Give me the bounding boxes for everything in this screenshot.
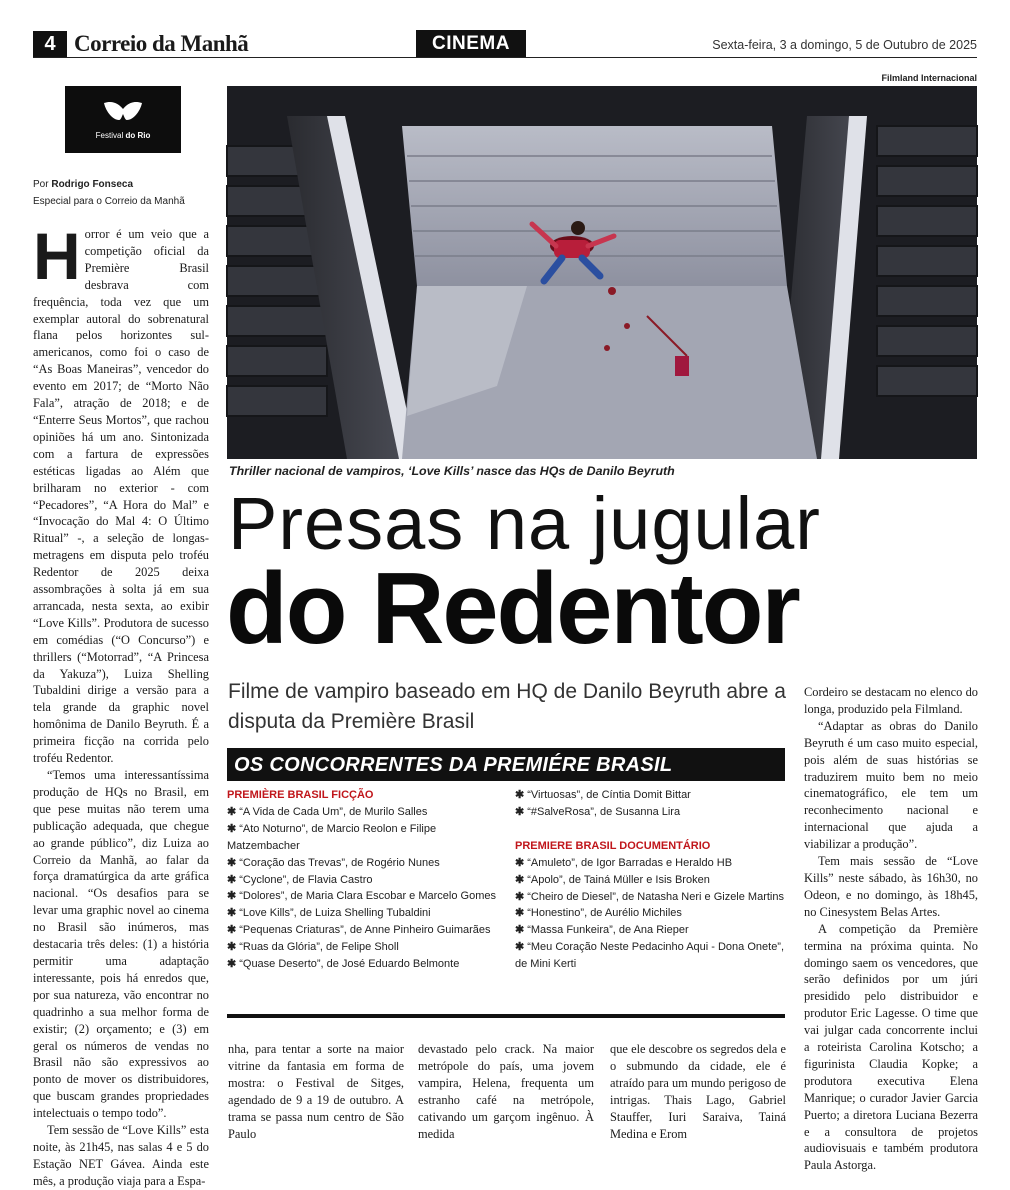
fiction-items	[227, 804, 497, 973]
vampire-staircase-image	[227, 86, 977, 459]
issue-date: Sexta-feira, 3 a domingo, 5 de Outubro de 2025	[712, 38, 977, 52]
article-paragraph: A competição da Première termina na próxima quinta. No domingo saem os vencedores, que serão definidos por um júri presidido pelo distribuidor e produtor Eric Lagesse. O time que vai julgar cada concorrente inclui a roteirista Carolina Kotscho; a figurinista Claudia Kopke; a produtora executiva Elena Manrique; o curador Javier Garcia Puerto; a diretora Luciana Bezerra e a consultora de projetos audiovisuais e também produtora Paula Astorga.	[804, 921, 978, 1173]
list-item	[515, 905, 785, 922]
asterisk-icon: ✱	[227, 924, 237, 937]
article-paragraph: “Temos uma interessantíssima produção de HQs no Brasil, em que pese muitas não terem uma publicação adequada, que chegue ao grande público”, diz Luiza ao Correio da Manhã, ao falar da força dramatúrgica da arte gráfica nacional. “Os desafios para se levar uma graphic novel ao cinema no Brasil são inúmeros, mas destacaria três deles: (1) a história permitir uma adaptação interessante, pois há enredos que, por sua natureza, vão encontrar no quadrinho a sua melhor forma de existir; (2) orçamento; e (3) em geral os números de vendas no Brasil não são expressivos ao ponto de mover os distribuidores, que buscam grandes propriedades intelectuais o tempo todo”.	[33, 768, 209, 1121]
article-paragraph: Tem mais sessão de “Love Kills” neste sábado, às 16h30, no Odeon, e no domingo, às 18h45, no Cinesystem Belas Artes.	[804, 854, 978, 919]
asterisk-icon: ✱	[515, 805, 525, 818]
list-item	[227, 939, 497, 956]
photo-credit: Filmland Internacional	[881, 73, 977, 83]
header-rule	[33, 57, 977, 58]
list-item	[227, 872, 497, 889]
list-item-text: “Massa Funkeira”, de Ana Rieper	[527, 924, 689, 937]
article-paragraph: “Adaptar as obras do Danilo Beyruth é um caso muito especial, pois além de suas histórias se traduzirem muito bem no meio cinematográfico, ele tem um reconhecimento nacional e internacional que ajuda a viabilizar a produção”.	[804, 718, 978, 852]
asterisk-icon: ✱	[227, 941, 237, 954]
article-column-bottom-3: que ele descobre os segredos dela e o submundo da cidade, ele é atraído para um mundo perigoso de intrigas. Thais Lago, Gabriel Stauffer, Iuri Saraiva, Tainá Medina e Erom	[610, 1042, 786, 1141]
list-item	[515, 872, 785, 889]
article-column-bottom-1: nha, para tentar a sorte na maior vitrine da fantasia em forma de mostra: o Festival de Sitges, agendado de 9 a 19 de outubro. A trama se passa num centro de São Paulo	[228, 1042, 404, 1141]
list-item	[227, 888, 497, 905]
asterisk-icon: ✱	[227, 822, 237, 835]
article-paragraph: Horror é um veio que a competição oficial da Première Brasil desbrava com frequência, toda vez que um exemplar autoral do sobrenatural flana pelos horizontes sul-americanos, como foi o caso de “As Boas Maneiras”, vencedor do evento em 2017; de “Morto Não Fala”, atração de 2018; e de “Enterre Seus Mortos”, que rachou opiniões há um ano. Sintonizada com a fartura de expressões estéticas ligadas ao Além que brilharam no exterior - com “Pecadores”, “A Hora do Mal” e “Invocação do Mal 4: O Último Ritual” -, a seleção de longas-metragens em disputa pelo troféu Redentor de 2025 deixa assombrações à solta já em sua arrancada, nesta sexta, ao exibir “Love Kills”. Produtora de sucesso em comédias (“O Concurso”) e thrillers (“Motorrad”, “A Princesa da Yakuza”), Luiza Shelling Tubaldini dirige a versão para a tela grande da graphic novel homônima de Danilo Beyruth. É a primeira ficção na corrida pelo troféu Redentor.	[33, 219, 209, 766]
article-paragraph: Cordeiro se destacam no elenco do longa, produzido pela Filmland.	[804, 685, 978, 716]
drop-cap: H	[33, 219, 79, 293]
list-item	[515, 939, 785, 973]
fiction-heading: PREMIÈRE BRASIL FICÇÃO	[227, 789, 374, 801]
asterisk-icon: ✱	[515, 924, 525, 937]
list-item-text: “Virtuosas”, de Cíntia Domit Bittar	[527, 789, 691, 801]
list-item-text: “Dolores”, de Maria Clara Escobar e Marcelo Gomes	[239, 890, 496, 903]
photo-caption: Thriller nacional de vampiros, ‘Love Kills’ nasce das HQs de Danilo Beyruth	[229, 464, 675, 478]
list-item-text: “Apolo”, de Tainá Müller e Isis Broken	[527, 873, 710, 886]
list-item	[515, 889, 785, 906]
asterisk-icon: ✱	[515, 907, 525, 920]
list-item	[227, 855, 497, 872]
list-item-text: “Coração das Trevas”, de Rogério Nunes	[239, 856, 440, 869]
list-item-text: “Quase Deserto”, de José Eduardo Belmonte	[239, 958, 460, 971]
festival-do-rio-logo	[65, 86, 181, 153]
page-number: 4	[33, 31, 67, 57]
list-item	[227, 821, 497, 855]
list-item	[227, 905, 497, 922]
headline-line-2: do Redentor	[226, 553, 799, 665]
logo-festival-text: Festival	[95, 131, 124, 140]
list-item-text: “#SalveRosa”, de Susanna Lira	[527, 805, 681, 818]
film-still-photo	[227, 86, 977, 459]
butterfly-mask-icon	[103, 100, 143, 124]
list-item	[227, 956, 497, 973]
documentary-list	[515, 787, 785, 973]
list-item	[227, 922, 497, 939]
list-item	[515, 787, 785, 804]
asterisk-icon: ✱	[515, 890, 525, 903]
asterisk-icon: ✱	[227, 873, 237, 886]
list-item-text: “A Vida de Cada Um”, de Murilo Salles	[239, 805, 428, 818]
list-item	[227, 804, 497, 821]
asterisk-icon: ✱	[227, 856, 237, 869]
byline-role: Especial para o Correio da Manhã	[33, 196, 185, 207]
list-item	[515, 855, 785, 872]
subheadline: Filme de vampiro baseado em HQ de Danilo Beyruth abre a disputa da Première Brasil	[228, 680, 786, 733]
author-name: Rodrigo Fonseca	[51, 179, 134, 190]
box-bottom-rule	[227, 1014, 785, 1018]
fiction-list	[227, 787, 497, 973]
asterisk-icon: ✱	[515, 941, 525, 954]
byline-author	[33, 179, 133, 190]
byline-prefix: Por	[33, 179, 49, 190]
list-item-text: “Ruas da Glória”, de Felipe Sholl	[239, 941, 399, 954]
logo-dorio-text: do Rio	[125, 131, 151, 140]
list-item-text: “Cheiro de Diesel”, de Natasha Neri e Gizele Martins	[527, 890, 784, 903]
list-item-text: “Pequenas Criaturas”, de Anne Pinheiro Guimarães	[239, 924, 491, 937]
section-label: CINEMA	[416, 30, 526, 58]
list-item-text: “Honestino”, de Aurélio Michiles	[527, 907, 682, 920]
asterisk-icon: ✱	[227, 958, 237, 971]
asterisk-icon: ✱	[515, 856, 525, 869]
fiction-items-continued	[515, 787, 785, 821]
asterisk-icon: ✱	[227, 890, 237, 903]
asterisk-icon: ✱	[227, 805, 237, 818]
article-paragraph: Tem sessão de “Love Kills” esta noite, às 21h45, nas salas 4 e 5 do Estação NET Gávea. Ainda este mês, a produção viaja para a Espa-	[33, 1123, 209, 1188]
documentary-heading: PREMIERE BRASIL DOCUMENTÁRIO	[515, 839, 711, 852]
asterisk-icon: ✱	[515, 873, 525, 886]
article-column-right	[804, 684, 978, 1173]
list-item	[515, 922, 785, 939]
headline-line-1: Presas na jugular	[228, 482, 821, 565]
asterisk-icon: ✱	[515, 789, 525, 801]
list-item-text: “Ato Noturno”, de Marcio Reolon e Filipe Matzembacher	[227, 822, 437, 852]
list-item	[515, 804, 785, 821]
list-item-text: “Love Kills”, de Luiza Shelling Tubaldini	[239, 907, 431, 920]
article-column-bottom-2: devastado pelo crack. Na maior metrópole do país, uma jovem vampira, Helena, frequenta um estranho café na metrópole, cativando um garçom ingênuo. À medida	[418, 1042, 594, 1141]
newspaper-name: Correio da Manhã	[74, 31, 249, 56]
list-item-text: “Amuleto”, de Igor Barradas e Heraldo HB	[527, 856, 733, 869]
asterisk-icon: ✱	[227, 907, 237, 920]
competitors-box-title: OS CONCORRENTES DA PREMIÉRE BRASIL	[234, 754, 673, 776]
article-column-left	[33, 219, 209, 1188]
list-item-text: “Meu Coração Neste Pedacinho Aqui - Dona Onete”, de Mini Kerti	[515, 941, 785, 971]
list-item-text: “Cyclone”, de Flavia Castro	[239, 873, 373, 886]
documentary-items	[515, 855, 785, 973]
